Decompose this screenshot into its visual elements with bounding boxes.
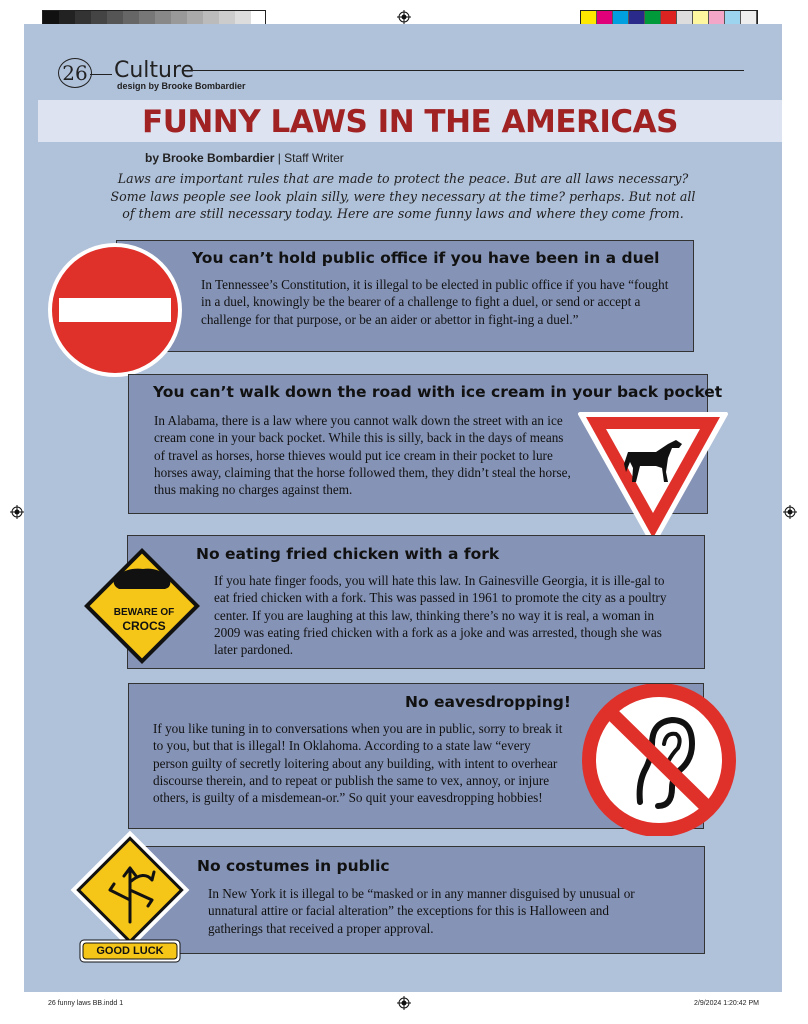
header-rule	[188, 70, 744, 71]
law-body: If you like tuning in to conversations when you are in public, sorry to break it to you, but that is illegal! In Oklahoma. According to a state law “every person guilty of secretly loitering about any building, with intent to overhear discourse therein, and to repeat or publish the same to vex, annoy, or injure others, is guilty of a misdemean-or.” So quit your eavesdropping hobbies!	[153, 721, 563, 806]
header-rule	[90, 74, 112, 75]
law-title: You can’t walk down the road with ice cream in your back pocket	[153, 383, 723, 401]
article-title: FUNNY LAWS IN THE AMERICAS	[142, 104, 678, 140]
byline-role: | Staff Writer	[274, 151, 344, 165]
law-title: No costumes in public	[197, 857, 390, 875]
no-entry-sign-icon	[45, 240, 185, 380]
registration-mark-icon	[10, 505, 24, 519]
no-eavesdropping-sign-icon	[568, 684, 750, 836]
crocs-sign-line1: BEWARE OF	[113, 607, 175, 618]
design-credit: design by Brooke Bombardier	[117, 81, 246, 91]
byline	[145, 151, 344, 165]
registration-mark-icon	[783, 505, 797, 519]
section-name: Culture	[114, 58, 195, 83]
intro-paragraph: Laws are important rules that are made to protect the peace. But are all laws necessary? Some laws people see look plain silly, were they necessary at the time? perhaps. But not all of them are still necessary today. Here are some funny laws and where they come from.	[110, 171, 696, 222]
horse-yield-sign-icon	[576, 410, 730, 548]
byline-author: by Brooke Bombardier	[145, 151, 275, 165]
registration-mark-icon	[397, 10, 411, 24]
good-luck-sign-label: GOOD LUCK	[96, 945, 164, 957]
crocs-sign-line2: CROCS	[122, 619, 166, 633]
page-number: 26	[58, 58, 92, 88]
law-title: You can’t hold public office if you have been in a duel	[192, 249, 660, 267]
footer-timestamp: 2/9/2024 1:20:42 PM	[694, 1000, 759, 1007]
law-title: No eavesdropping!	[405, 693, 571, 711]
footer-filename: 26 funny laws BB.indd 1	[48, 1000, 124, 1007]
registration-mark-icon	[397, 996, 411, 1010]
law-title: No eating fried chicken with a fork	[196, 545, 500, 563]
law-body: In New York it is illegal to be “masked or in any manner disguised by unusual or unnatural attire or facial alteration” the exceptions for this is Halloween and gatherings that received a proper approval.	[208, 886, 635, 936]
law-body: If you hate finger foods, you will hate this law. In Gainesville Georgia, it is ille-gal to eat fried chicken with a fork. This was passed in 1961 to promote the city as a poultry center. If you are laughing at this law, thinking there’s no way it is real, a woman in 2009 was eating fried chicken with a fork as a joke and was arrested, though she was later pardoned.	[214, 573, 667, 658]
law-body: In Alabama, there is a law where you cannot walk down the street with an ice cream cone in your back pocket. While this is silly, back in the days of means of travel as horses, horse thieves would put ice cream in their pocket to lure horses away, claiming that the horse followed them, they didn’t steal the horse, thus making no charges against them.	[154, 413, 571, 498]
beware-of-crocs-sign-icon	[77, 541, 207, 671]
law-body: In Tennessee’s Constitution, it is illegal to be elected in public office if you have “fought in a duel, knowingly be the bearer of a challenge to fight a duel, or send or accept a challenge for that purpose, or be an aider or abettor in fight-ing a duel.”	[201, 277, 669, 327]
